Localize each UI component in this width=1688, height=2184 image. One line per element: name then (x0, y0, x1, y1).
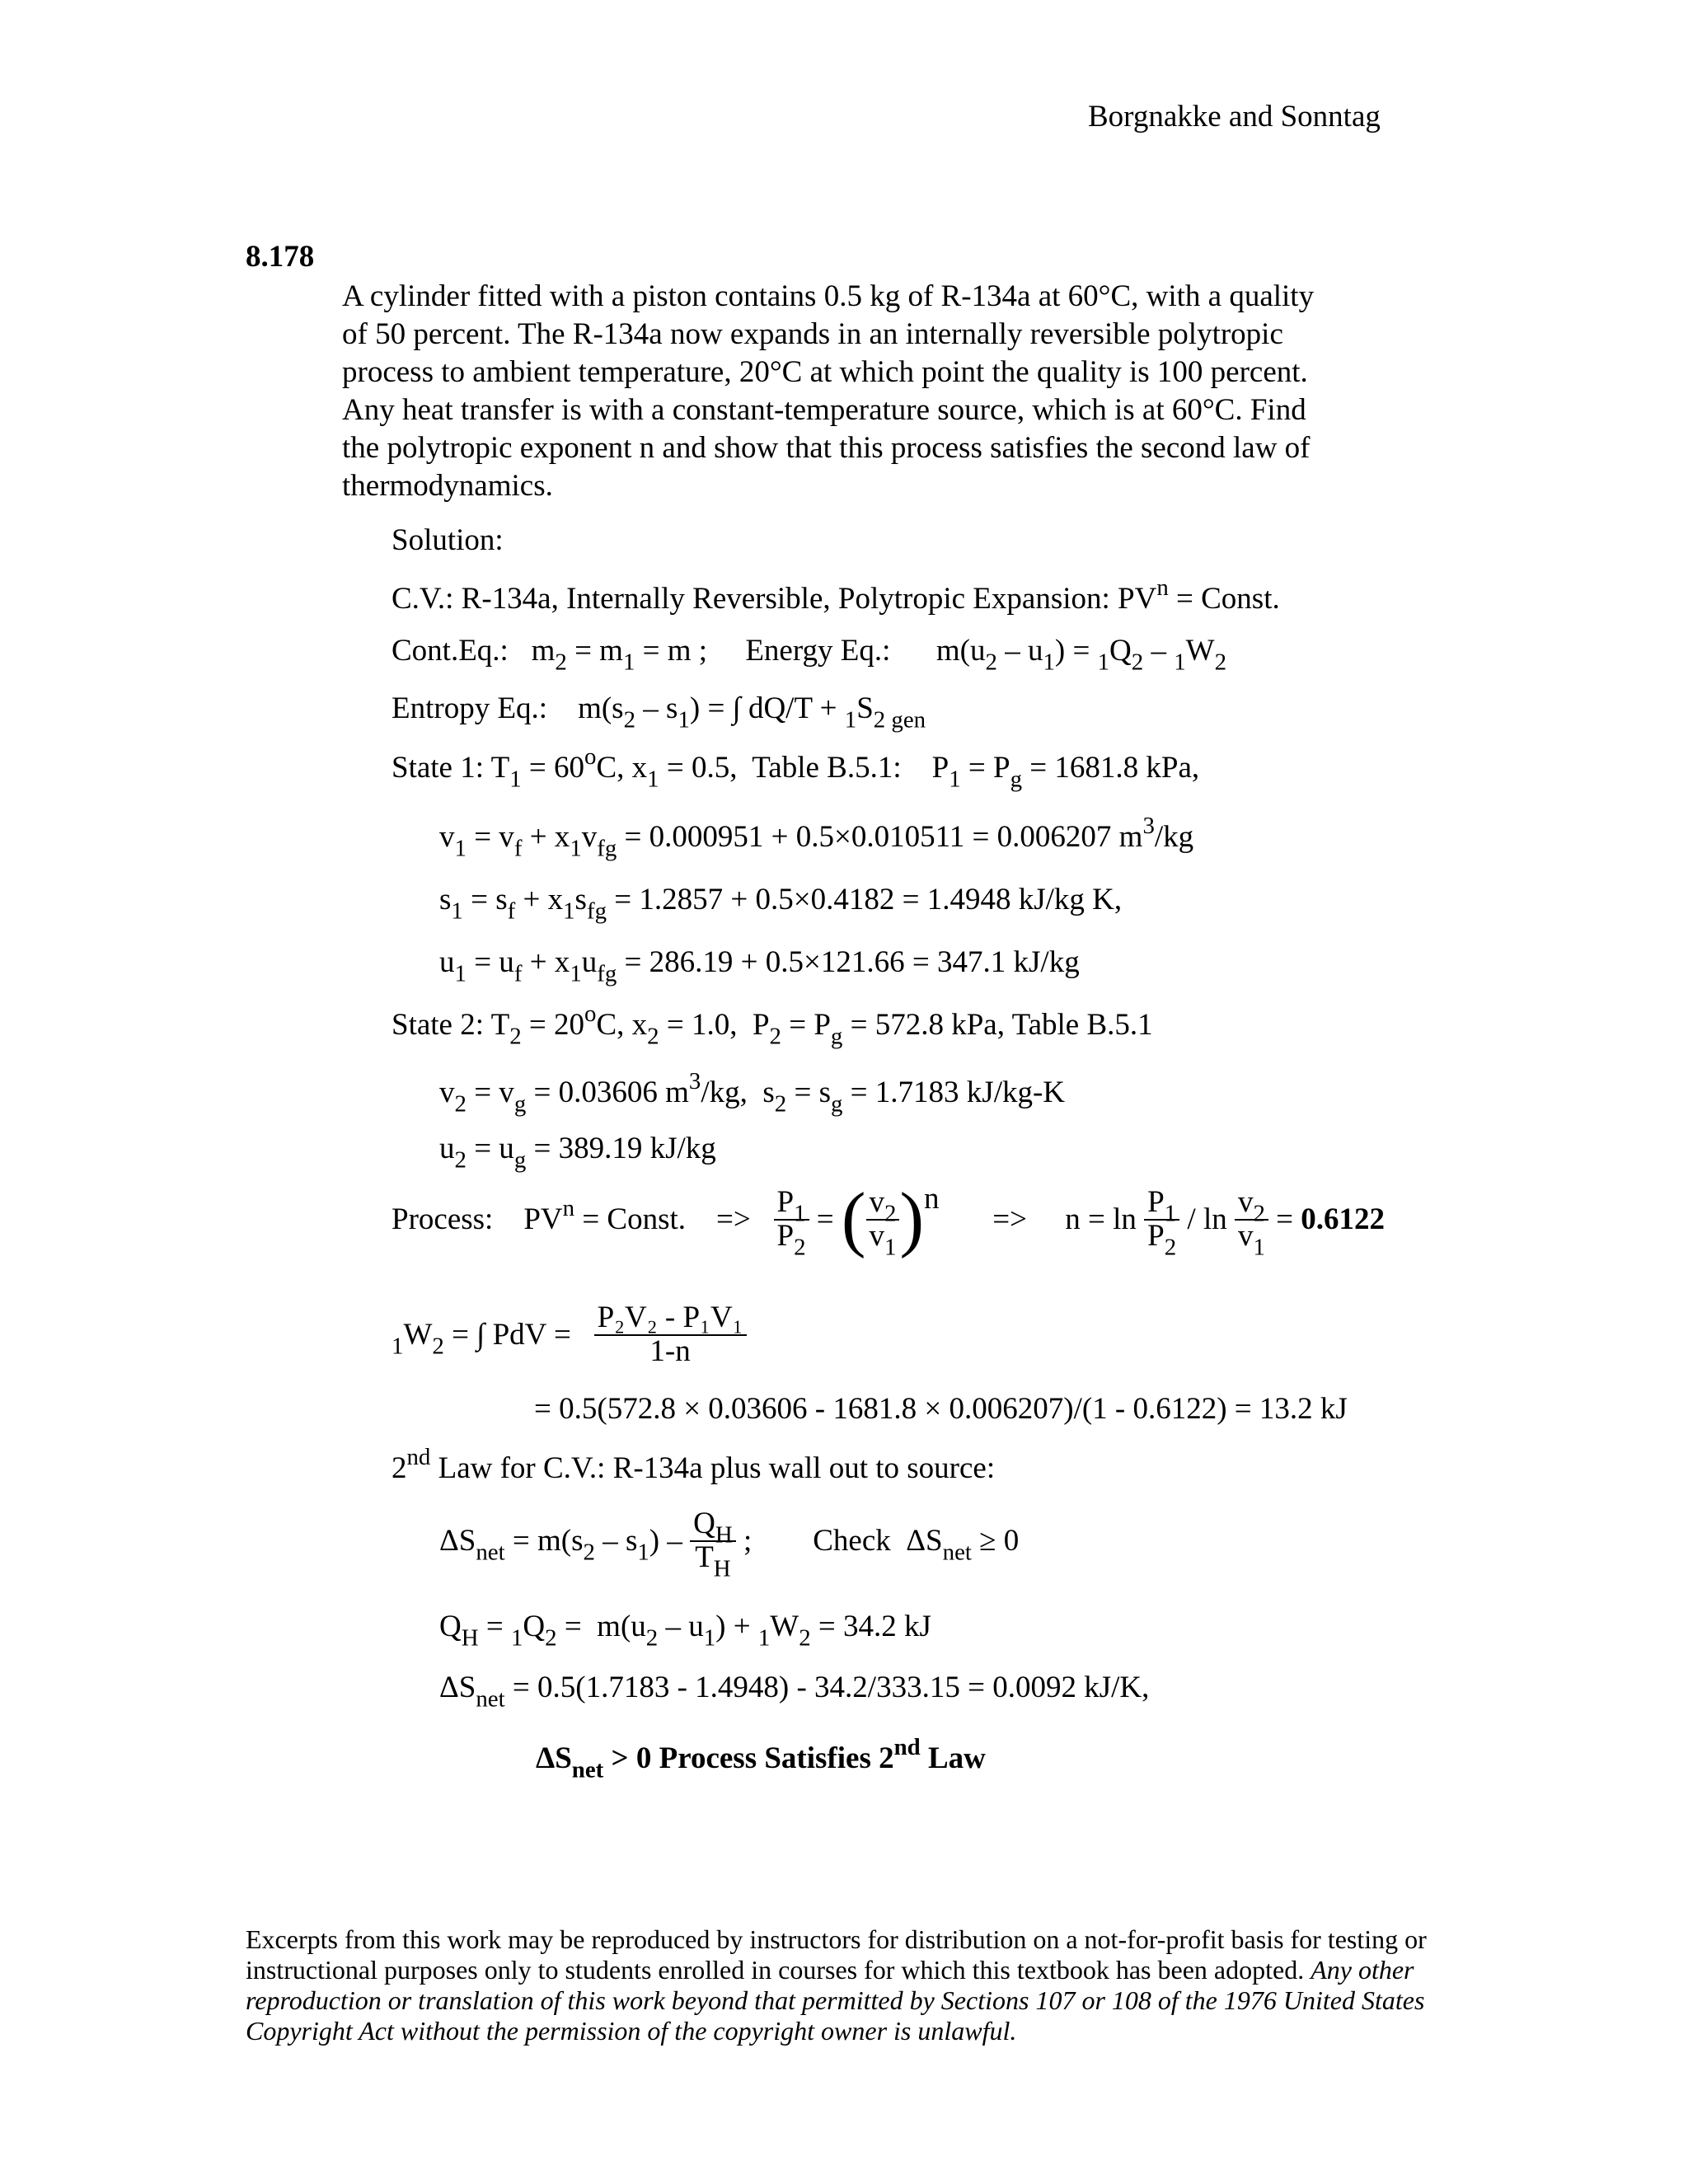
entropy-equation-line: Entropy Eq.: $m(s_2 - s_1)$ = ∫ $dQ/T + _1S_{2 gen}$ (392, 691, 926, 733)
state1-line: State 1: $T_1 = 60^oC$, $x_1 = 0.5$, Table B.5.1: $P_1 = P_g = 1681.8$ kPa, (392, 743, 1200, 793)
polytropic-exponent-result: 0.6122 (1301, 1202, 1386, 1236)
work-line: $_1W_2$ = ∫ PdV = $\frac{\text{P₂V₂ - P₁V₁}}{1-n}$ (392, 1302, 747, 1368)
header-authors: Borgnakke and Sonntag (1088, 100, 1381, 134)
statement-line: thermodynamics. (342, 469, 553, 503)
continuity-energy-line: Cont.Eq.: $m_2 = m_1 = m$ ; Energy Eq.: $m(u_2 - u_1) = _1Q_2 - _1W_2$ (392, 634, 1226, 676)
heat-transfer-line: $Q_H = _1Q_2 = m(u_2 - u_1) + _1W_2 = 34.2$ kJ (439, 1610, 931, 1652)
process-line: Process: $PV^n$ = Const. => $\frac{P_1}{P_2}$ = ( $\frac{v_2}{v_1}$ ) n => n = ln $\frac{P_1}{P_2}$ / ln $\frac{v_2}{v_1}$ = 0.6122 (392, 1179, 1386, 1261)
state1-specific-volume: $v_1 = v_f + x_1v_{fg} = 0.000951 + 0.5\times 0.010511 = 0.006207$ $m^3/kg$ (439, 813, 1194, 862)
entropy-generation-line: $\Delta S_{net} = m(s_2 - s_1)$ – $\frac{Q_H}{T_H}$ ; Check $\Delta S_{net} \ge 0$ (439, 1507, 1020, 1582)
statement-line: process to ambient temperature, 20°C at which point the quality is 100 percent. (342, 355, 1308, 389)
statement-line: of 50 percent. The R-134a now expands in an internally reversible polytropic (342, 317, 1283, 351)
problem-number: 8.178 (246, 240, 315, 274)
pressure-ratio: $\frac{P_1}{P_2}$ (774, 1187, 809, 1253)
state2-internal-energy: $u_2 = u_g = 389.19$ kJ/kg (439, 1132, 716, 1174)
state1-entropy: $s_1 = s_f + x_1s_{fg} = 1.2857 + 0.5\times 0.4182 = 1.4948$ kJ/kg K, (439, 883, 1123, 925)
second-law-conclusion: $\Delta S_{net} > 0$ Process Satisfies 2nd Law (536, 1734, 986, 1783)
statement-line: A cylinder fitted with a piston contains 0.5 kg of R-134a at 60°C, with a quality (342, 279, 1315, 313)
statement-line: the polytropic exponent n and show that this process satisfies the second law of (342, 431, 1311, 465)
entropy-net-evaluation: $\Delta S_{net} = 0.5(1.7183 - 1.4948) - 34.2/333.15 = 0.0092$ kJ/K, (439, 1671, 1150, 1713)
control-volume-line: C.V.: R-134a, Internally Reversible, Polytropic Expansion: $PV^n$ = Const. (392, 574, 1280, 616)
second-law-intro: 2nd Law for C.V.: R-134a plus wall out to source: (392, 1444, 996, 1485)
solution-heading: Solution: (392, 523, 504, 557)
statement-line: Any heat transfer is with a constant-temperature source, which is at 60°C. Find (342, 393, 1306, 427)
copyright-footer: Excerpts from this work may be reproduced by instructors for distribution on a not-for-profit basis for testing or instructional purposes only to students enrolled in courses for which this textbook has been adopted. Any other reproduction or translation of this work beyond that permitted by Sections 107 or 108 of the 1976 United States Copyright Act without the permission of the copyright owner is unlawful. (246, 1924, 1427, 2046)
state1-internal-energy: $u_1 = u_f + x_1u_{fg} = 286.19 + 0.5\times 121.66 = 347.1$ kJ/kg (439, 945, 1080, 987)
state2-properties: $v_2 = v_g = 0.03606$ $m^3/kg$, $s_2 = s_g = 1.7183$ kJ/kg-K (439, 1068, 1066, 1118)
volume-ratio: $\frac{v_2}{v_1}$ (866, 1187, 900, 1253)
work-fraction: $\frac{\text{P₂V₂ - P₁V₁}}{1-n}$ (594, 1302, 747, 1368)
work-evaluation: = 0.5(572.8 × 0.03606 - 1681.8 × 0.006207)/(1 - 0.6122) = 13.2 kJ (534, 1392, 1348, 1426)
state2-line: State 2: $T_2 = 20^oC$, $x_2 = 1.0$, $P_2 = P_g = 572.8$ kPa, Table B.5.1 (392, 1001, 1153, 1050)
